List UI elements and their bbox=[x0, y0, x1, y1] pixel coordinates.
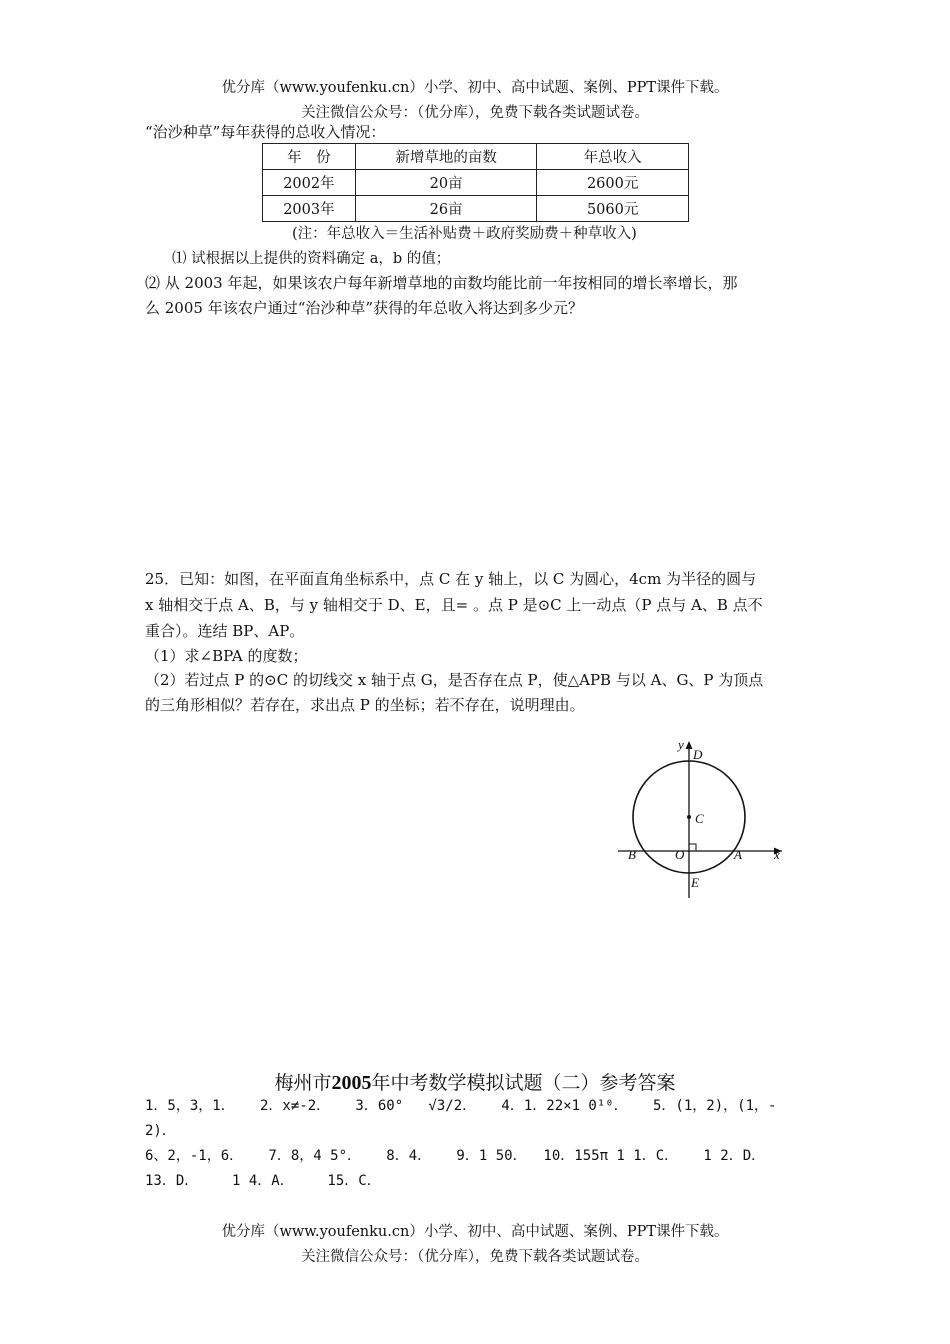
label-c: C bbox=[695, 811, 704, 826]
question-25-2-line-1: （2）若过点 P 的⊙C 的切线交 x 轴于点 G，是否存在点 P，使△APB 与以 A、G、P 为顶点 bbox=[145, 671, 764, 689]
table-header-cell: 新增草地的亩数 bbox=[355, 144, 537, 170]
header-line-1: 优分库（www.youfenku.cn）小学、初中、高中试题、案例、PPT课件下载。 bbox=[221, 80, 729, 96]
table-cell: 26亩 bbox=[355, 196, 537, 222]
table-cell: 20亩 bbox=[355, 170, 537, 196]
question-25-1: （1）求∠BPA 的度数； bbox=[145, 647, 308, 665]
y-axis-arrow bbox=[686, 741, 693, 749]
footer-line-1: 优分库（www.youfenku.cn）小学、初中、高中试题、案例、PPT课件下载。 bbox=[221, 1224, 729, 1240]
label-y: y bbox=[678, 737, 684, 752]
answers-title-year: 2005 bbox=[331, 1072, 372, 1094]
center-point bbox=[687, 815, 691, 819]
answers-line-2: 2)． bbox=[145, 1123, 176, 1139]
label-d: D bbox=[693, 747, 703, 762]
table-row bbox=[263, 170, 689, 196]
answers-line-4: 13．D． 1 4．A． 15．C． bbox=[145, 1173, 381, 1189]
question-25-2-line-2: 的三角形相似？若存在，求出点 P 的坐标；若不存在，说明理由。 bbox=[145, 696, 585, 714]
answers-line-3: 6、2，-1，6． 7．8，4 5°． 8．4． 9．1 50． 10．155π 1 1．C． 1 2．D． bbox=[145, 1148, 766, 1164]
table-header-row bbox=[263, 144, 689, 170]
question-24-2-line-1: ⑵ 从 2003 年起，如果该农户每年新增草地的亩数均能比前一年按相同的增长率增长，那 bbox=[145, 274, 738, 292]
label-e: E bbox=[691, 875, 699, 890]
table-cell: 2002年 bbox=[263, 170, 356, 196]
income-table bbox=[262, 143, 689, 222]
label-x: x bbox=[774, 847, 780, 862]
right-angle-mark bbox=[689, 844, 696, 851]
table-cell: 2600元 bbox=[537, 170, 689, 196]
question-24-1: ⑴ 试根据以上提供的资料确定 a，b 的值； bbox=[172, 251, 451, 267]
answers-title bbox=[0, 1068, 950, 1095]
table-cell: 5060元 bbox=[537, 196, 689, 222]
problem-25-line-2: x 轴相交于点 A、B，与 y 轴相交于 D、E，且= 。点 P 是⊙C 上一动点（P 点与 A、B 点不 bbox=[145, 596, 763, 614]
label-a: A bbox=[734, 847, 742, 862]
table-row bbox=[263, 196, 689, 222]
question-24-2-line-2: 么 2005 年该农户通过“治沙种草”获得的年总收入将达到多少元？ bbox=[145, 299, 584, 317]
answers-title-pre: 梅州市 bbox=[274, 1072, 332, 1094]
table-caption: “治沙种草”每年获得的总收入情况： bbox=[145, 123, 386, 141]
table-cell: 2003年 bbox=[263, 196, 356, 222]
problem-25-line-1: 25．已知：如图，在平面直角坐标系中，点 C 在 y 轴上，以 C 为圆心，4cm 为半径的圆与 bbox=[145, 570, 757, 588]
table-header-cell: 年总收入 bbox=[537, 144, 689, 170]
label-b: B bbox=[628, 847, 636, 862]
label-o: O bbox=[675, 847, 685, 862]
header-line-2: 关注微信公众号：（优分库），免费下载各类试题试卷。 bbox=[301, 105, 649, 121]
table-note: (注：年总收入＝生活补贴费＋政府奖励费＋种草收入) bbox=[292, 226, 637, 242]
coordinate-figure bbox=[610, 735, 800, 900]
table-header-cell: 年 份 bbox=[263, 144, 356, 170]
footer-line-2: 关注微信公众号：（优分库），免费下载各类试题试卷。 bbox=[301, 1249, 649, 1265]
answers-line-1: 1．5，3，1． 2．x≠-2． 3．60° √3/2． 4．1．22×1 0¹⁰． 5．(1，2)，(1，- bbox=[145, 1098, 777, 1114]
problem-25-line-3: 重合）。连结 BP、AP。 bbox=[145, 622, 305, 640]
answers-title-post: 年中考数学模拟试题（二）参考答案 bbox=[371, 1072, 676, 1094]
